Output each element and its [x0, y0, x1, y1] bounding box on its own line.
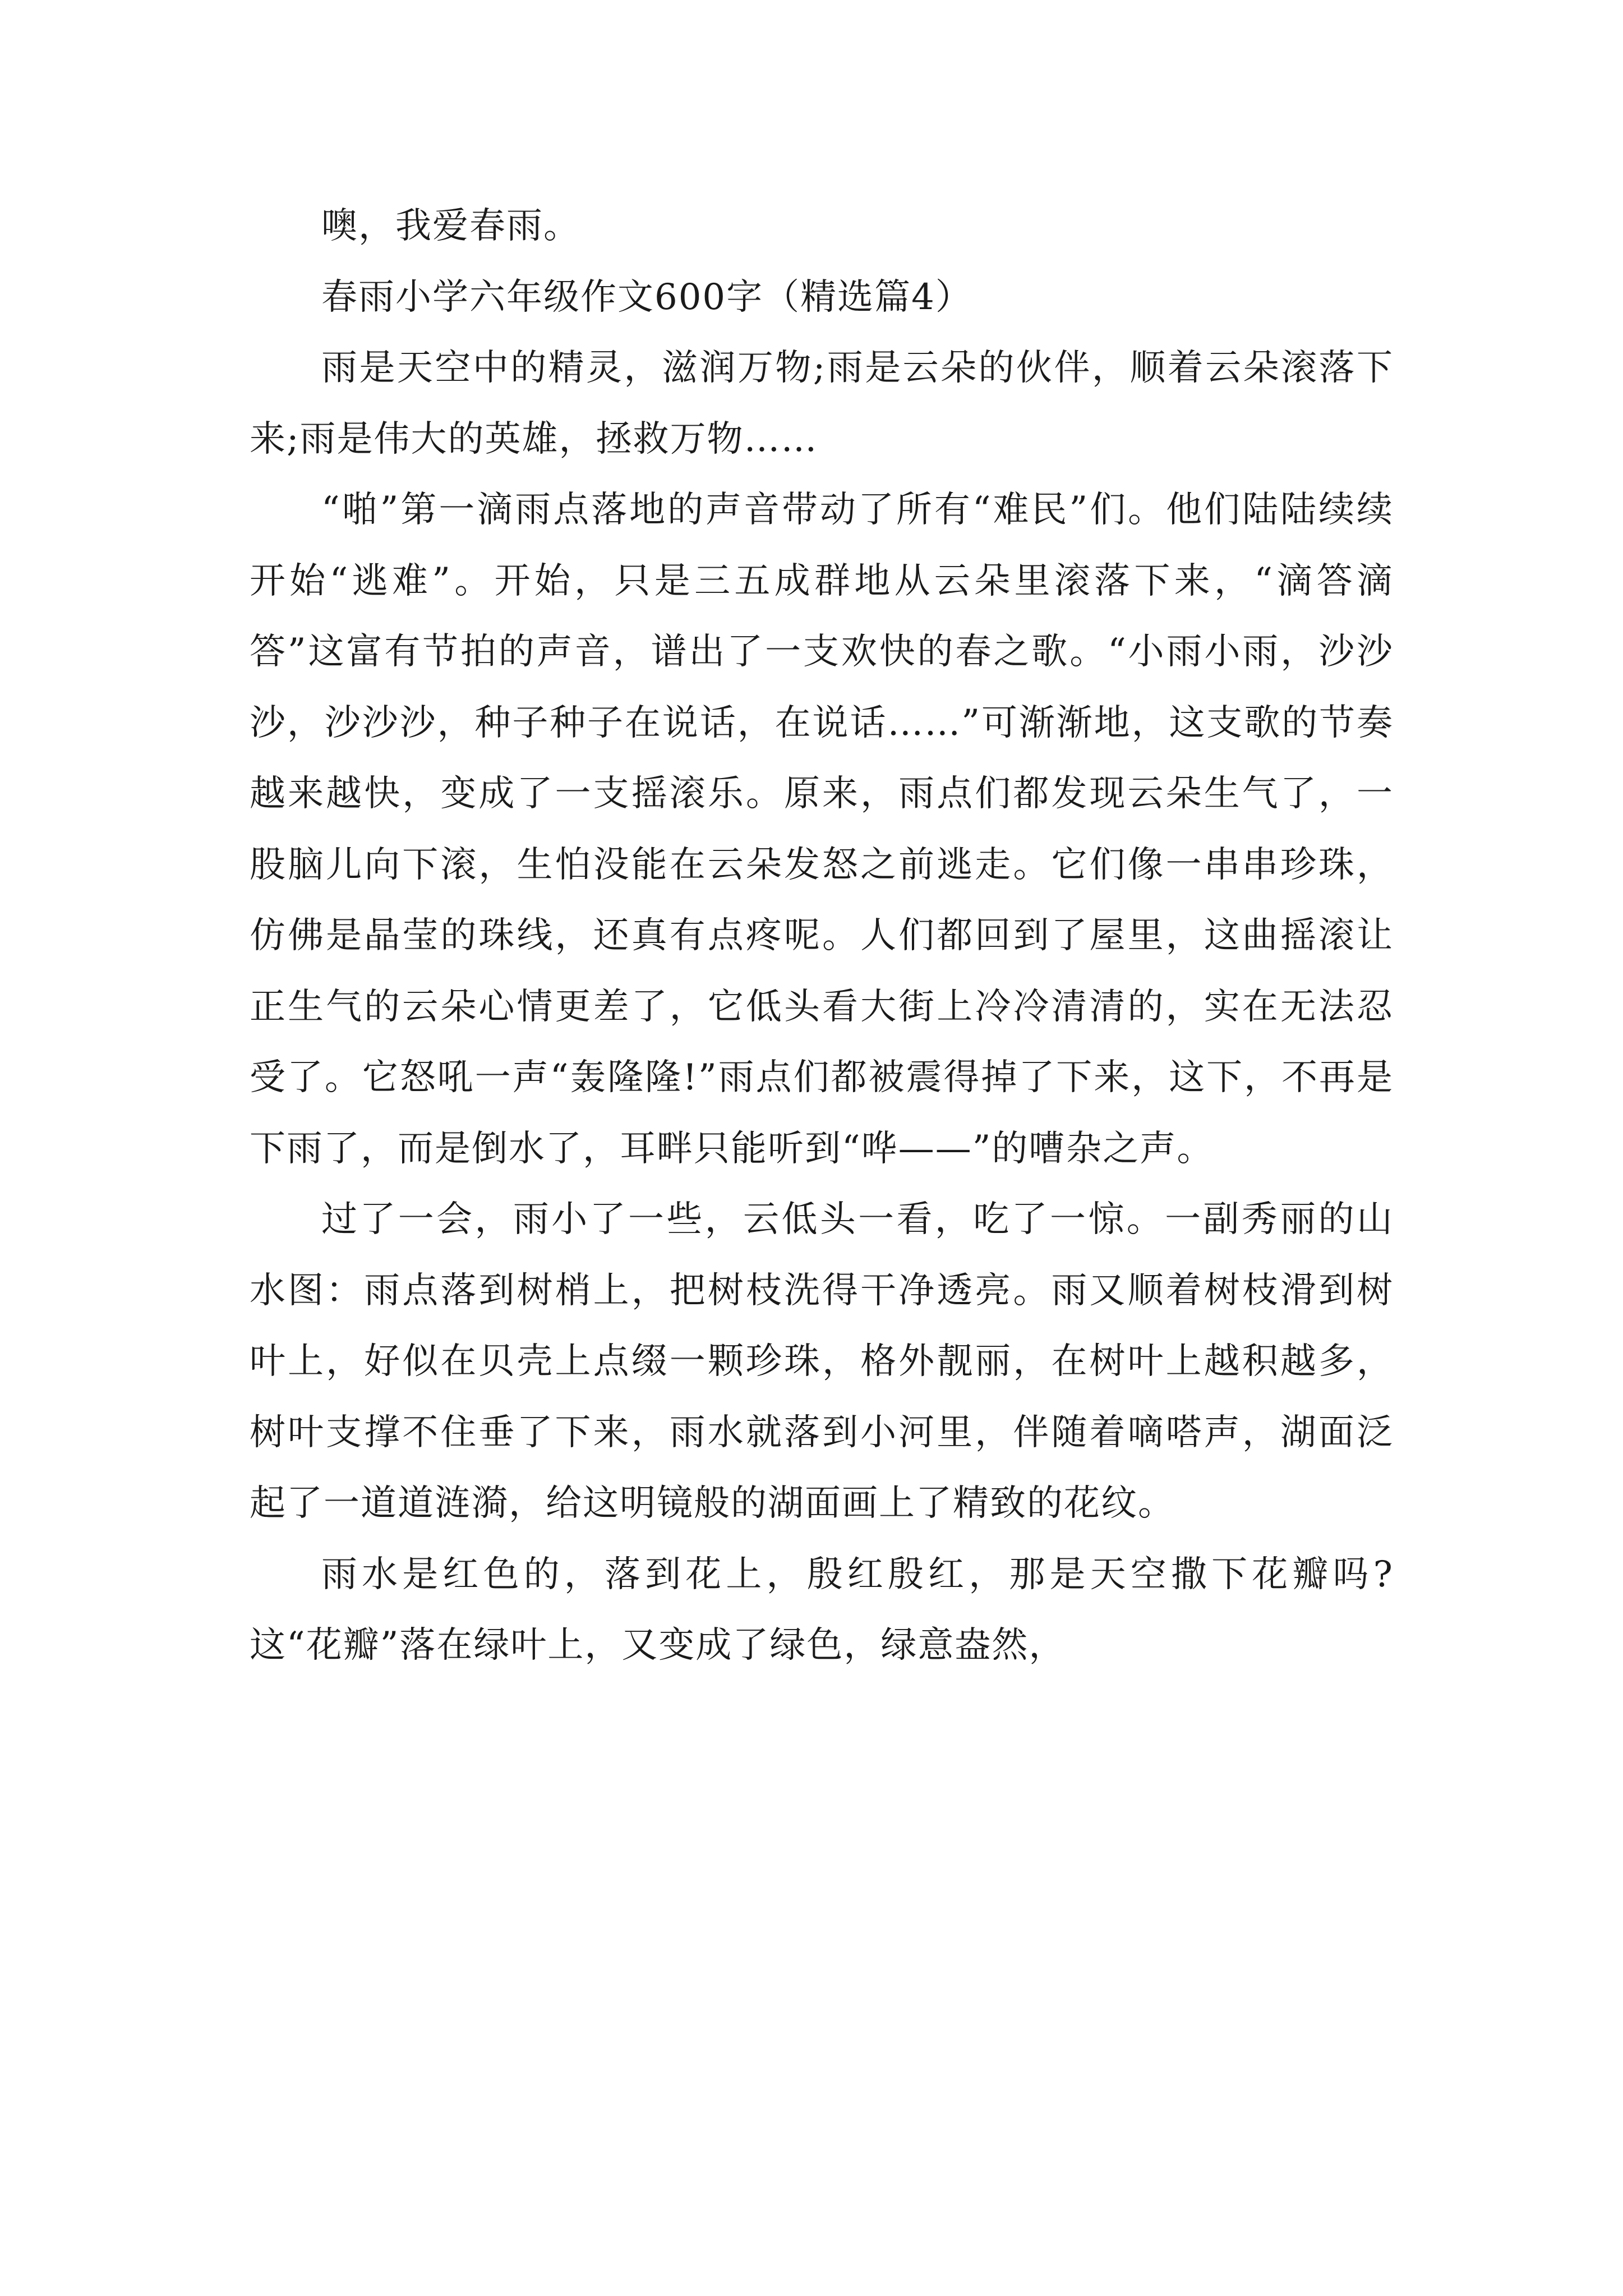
paragraph-rain-song: “啪”第一滴雨点落地的声音带动了所有“难民”们。他们陆陆续续开始“逃难”。开始，只是三五成群地从云朵里滚落下来，“滴答滴答”这富有节拍的声音，谱出了一支欢快的春之歌。“小雨小雨，沙沙沙，沙沙沙，种子种子在说话，在说话……”可渐渐地，这支歌的节奏越来越快，变成了一支摇滚乐。原来，雨点们都发现云朵生气了，一股脑儿向下滚，生怕没能在云朵发怒之前逃走。它们像一串串珍珠，仿佛是晶莹的珠线，还真有点疼呢。人们都回到了屋里，这曲摇滚让正生气的云朵心情更差了，它低头看大街上冷冷清清的，实在无法忍受了。它怒吼一声“轰隆隆!”雨点们都被震得掉了下来，这下，不再是下雨了，而是倒水了，耳畔只能听到“哗——”的嘈杂之声。: [250, 489, 1394, 1170]
paragraph-landscape: 过了一会，雨小了一些，云低头一看，吃了一惊。一副秀丽的山水图：雨点落到树梢上，把树枝洗得干净透亮。雨又顺着树枝滑到树叶上，好似在贝壳上点缀一颗珍珠，格外靓丽，在树叶上越积越多，树叶支撑不住垂了下来，雨水就落到小河里，伴随着嘀嗒声，湖面泛起了一道道涟漪，给这明镜般的湖面画上了精致的花纹。: [250, 1199, 1394, 1524]
essay-body: [250, 191, 1394, 1681]
paragraph-colors: 雨水是红色的，落到花上，殷红殷红，那是天空撒下花瓣吗?这“花瓣”落在绿叶上，又变成了绿色，绿意盎然，: [250, 1553, 1394, 1666]
essay-heading: 春雨小学六年级作文600字（精选篇4）: [321, 276, 972, 318]
paragraph-closing-line: 噢，我爱春雨。: [321, 205, 580, 247]
paragraph-intro: 雨是天空中的精灵，滋润万物;雨是云朵的伙伴，顺着云朵滚落下来;雨是伟大的英雄，拯救万物……: [250, 347, 1394, 460]
